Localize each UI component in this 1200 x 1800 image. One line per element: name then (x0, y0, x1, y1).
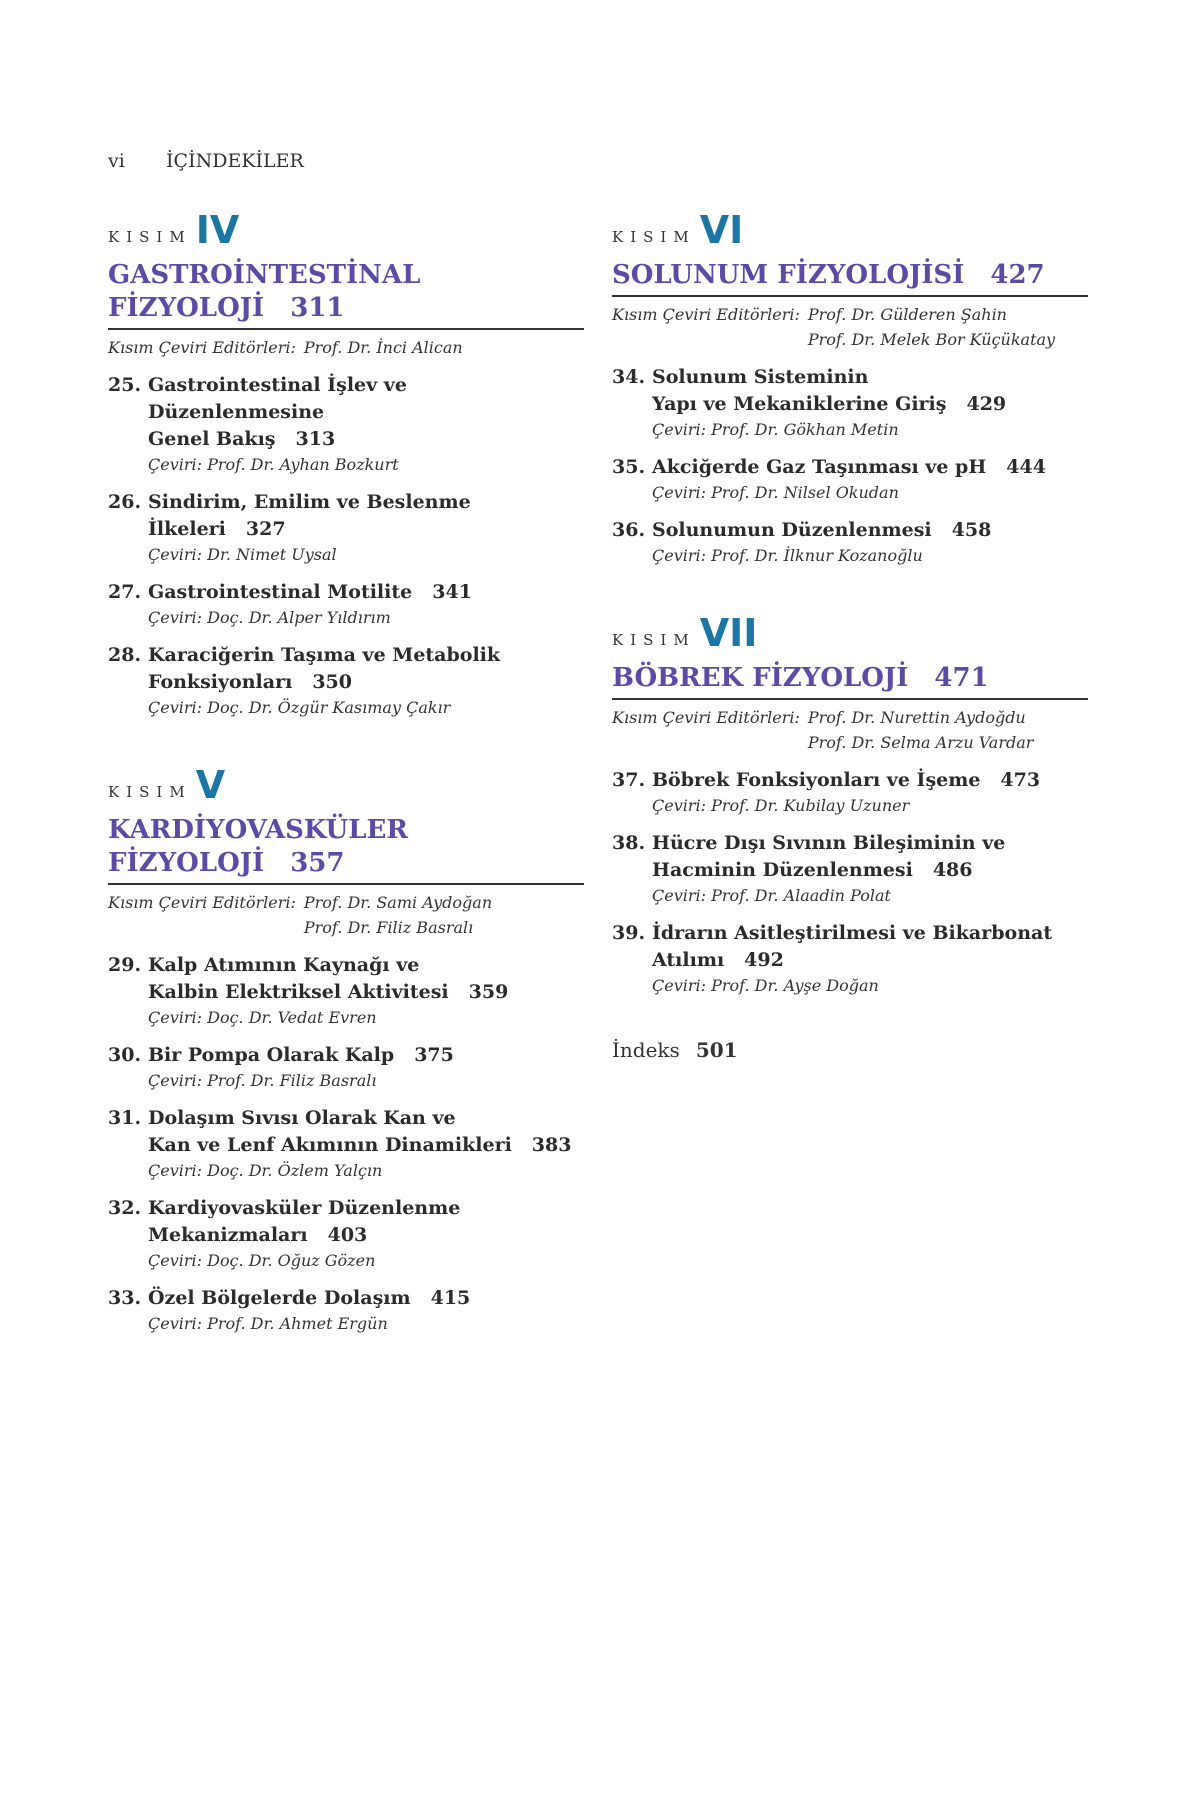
chapter-entry (108, 489, 584, 567)
chapter-number: 33. (108, 1287, 142, 1309)
chapter-body (652, 364, 1088, 442)
chapter-translator: Çeviri: Doç. Dr. Özgür Kasımay Çakır (148, 698, 451, 717)
chapter-title-line: Özel Bölgelerde Dolaşım 415 (148, 1287, 471, 1309)
chapter-number: 30. (108, 1044, 142, 1066)
chapter-page: 458 (951, 519, 992, 541)
chapter-number: 35. (612, 456, 646, 478)
part-title-page: 357 (290, 848, 345, 878)
editor-name: Prof. Dr. Melek Bor Küçükatay (807, 330, 1056, 349)
chapter-title (652, 364, 1088, 418)
chapter-title (652, 830, 1088, 884)
chapter-title (148, 1042, 584, 1069)
chapter-title-line: Mekanizmaları 403 (148, 1224, 368, 1246)
chapter-number: 34. (612, 366, 646, 388)
chapter-title-line: Kalp Atımının Kaynağı ve (148, 954, 420, 976)
chapter-title-line: Dolaşım Sıvısı Olarak Kan ve (148, 1107, 456, 1129)
chapter-title (652, 920, 1088, 974)
chapter-title-line: Sindirim, Emilim ve Beslenme İlkeleri 327 (148, 491, 471, 540)
part-label (108, 205, 584, 252)
part-title-line: FİZYOLOJİ 357 (108, 848, 345, 878)
part-editors (612, 705, 1088, 755)
chapter-page: 383 (531, 1134, 572, 1156)
chapter-entry (108, 1285, 584, 1336)
chapter-translator: Çeviri: Prof. Dr. Alaadin Polat (652, 886, 891, 905)
chapter-title (148, 1285, 584, 1312)
chapter-number: 38. (612, 832, 646, 854)
part-title (612, 259, 1088, 297)
editors-label: Kısım Çeviri Editörleri: (612, 708, 800, 727)
part-title-line: BÖBREK FİZYOLOJİ 471 (612, 663, 989, 693)
chapter-entry (612, 454, 1088, 505)
chapter-entry (108, 1105, 584, 1183)
chapter-title (148, 952, 584, 1006)
editors-label: Kısım Çeviri Editörleri: (108, 893, 296, 912)
chapter-title (652, 454, 1088, 481)
chapter-number: 28. (108, 644, 142, 666)
chapter-page: 429 (966, 393, 1007, 415)
part-roman-numeral: IV (195, 208, 240, 252)
chapter-title-line: Gastrointestinal Motilite 341 (148, 581, 472, 603)
chapter-translator: Çeviri: Prof. Dr. Filiz Basralı (148, 1071, 377, 1090)
chapter-title-line: Bir Pompa Olarak Kalp 375 (148, 1044, 454, 1066)
chapter-entry (612, 767, 1088, 818)
chapter-translator: Çeviri: Prof. Dr. Ahmet Ergün (148, 1314, 388, 1333)
chapter-page: 375 (414, 1044, 454, 1066)
chapter-page: 313 (295, 428, 336, 450)
editors-names (304, 890, 492, 940)
chapter-title (148, 579, 584, 606)
chapter-number: 29. (108, 954, 142, 976)
chapter-translator: Çeviri: Prof. Dr. Nilsel Okudan (652, 483, 899, 502)
chapter-translator: Çeviri: Prof. Dr. Gökhan Metin (652, 420, 899, 439)
part-title-page: 427 (990, 260, 1045, 290)
chapter-entry (612, 920, 1088, 998)
chapter-body (148, 1105, 584, 1183)
chapter-translator: Çeviri: Prof. Dr. Ayhan Bozkurt (148, 455, 399, 474)
part-title (108, 259, 584, 330)
editor-name: Prof. Dr. Sami Aydoğan (303, 893, 493, 912)
chapter-entry (612, 364, 1088, 442)
chapter-title-line: Hücre Dışı Sıvının Bileşiminin ve (652, 832, 1006, 854)
right-column (612, 205, 1088, 1062)
editors-names (808, 705, 1034, 755)
page-number: vi (108, 150, 125, 172)
chapter-entry (612, 830, 1088, 908)
part-title (612, 662, 1088, 700)
chapter-translator: Çeviri: Doç. Dr. Alper Yıldırım (148, 608, 391, 627)
part-section (612, 608, 1088, 998)
part-editors (108, 890, 584, 940)
editor-name: Prof. Dr. Selma Arzu Vardar (807, 733, 1034, 752)
part-roman-numeral: V (195, 763, 226, 807)
chapter-entry (108, 952, 584, 1030)
part-section (108, 205, 584, 720)
chapter-body (652, 830, 1088, 908)
part-editors (108, 335, 584, 360)
chapter-body (652, 517, 1088, 568)
chapter-translator: Çeviri: Prof. Dr. Ayşe Doğan (652, 976, 879, 995)
editor-name: Prof. Dr. İnci Alican (303, 338, 463, 357)
chapter-body (148, 1285, 584, 1336)
chapter-number: 27. (108, 581, 142, 603)
part-label (108, 760, 584, 807)
chapter-page: 444 (1006, 456, 1046, 478)
part-roman-numeral: VII (699, 611, 758, 655)
chapter-title-line: Atılımı 492 (652, 949, 784, 971)
part-title (108, 814, 584, 885)
left-column (108, 205, 584, 1376)
chapter-body (148, 372, 584, 477)
chapter-number: 39. (612, 922, 646, 944)
chapter-translator: Çeviri: Doç. Dr. Özlem Yalçın (148, 1161, 383, 1180)
chapter-page: 403 (327, 1224, 368, 1246)
chapter-entry (612, 517, 1088, 568)
chapter-page: 359 (468, 981, 509, 1003)
part-kisim-label: KISIM (612, 228, 696, 246)
chapter-number: 32. (108, 1197, 142, 1219)
chapter-body (148, 642, 584, 720)
page-title: İÇİNDEKİLER (166, 150, 304, 172)
index-page: 501 (695, 1038, 738, 1062)
chapter-entry (108, 372, 584, 477)
chapter-title-line: Kalbin Elektriksel Aktivitesi 359 (148, 981, 509, 1003)
part-label (612, 608, 1088, 655)
chapter-title (652, 767, 1088, 794)
chapter-translator: Çeviri: Prof. Dr. İlknur Kozanoğlu (652, 546, 923, 565)
chapter-entry (108, 1195, 584, 1273)
chapter-translator: Çeviri: Prof. Dr. Kubilay Uzuner (652, 796, 910, 815)
chapter-number: 36. (612, 519, 646, 541)
chapter-title-line: Gastrointestinal İşlev ve Düzenlenmesine (148, 374, 407, 423)
chapter-title-line: Kardiyovasküler Düzenlenme (148, 1197, 461, 1219)
part-kisim-label: KISIM (108, 783, 192, 801)
part-editors (612, 302, 1088, 352)
chapter-page: 350 (312, 671, 352, 693)
editor-name: Prof. Dr. Filiz Basralı (303, 918, 474, 937)
chapter-title (148, 1195, 584, 1249)
chapter-title-line: Solunumun Düzenlenmesi 458 (652, 519, 992, 541)
chapter-title (148, 372, 584, 453)
chapter-number: 31. (108, 1107, 142, 1129)
chapter-entry (108, 642, 584, 720)
index-label: İndeks (612, 1038, 680, 1062)
chapter-title-line: Genel Bakış 313 (148, 428, 336, 450)
chapter-title (148, 1105, 584, 1159)
chapter-body (148, 1042, 584, 1093)
editors-names (304, 335, 463, 360)
part-label (612, 205, 1088, 252)
part-title-line: KARDİYOVASKÜLER (108, 815, 408, 845)
chapter-title (148, 489, 584, 543)
chapter-title-line: Solunum Sisteminin (652, 366, 869, 388)
part-title-page: 311 (290, 293, 345, 323)
chapter-body (652, 767, 1088, 818)
chapter-body (148, 489, 584, 567)
chapter-page: 327 (245, 518, 286, 540)
chapter-title-line: Yapı ve Mekaniklerine Giriş 429 (652, 393, 1007, 415)
chapter-title-line: İdrarın Asitleştirilmesi ve Bikarbonat (652, 922, 1053, 944)
editors-names (808, 302, 1055, 352)
chapter-title-line: Akciğerde Gaz Taşınması ve pH 444 (652, 456, 1046, 478)
chapter-title-line: Karaciğerin Taşıma ve Metabolik (148, 644, 501, 666)
chapter-title-line: Fonksiyonları 350 (148, 671, 352, 693)
chapter-body (652, 920, 1088, 998)
chapter-page: 473 (1000, 769, 1041, 791)
chapter-body (148, 1195, 584, 1273)
chapter-title-line: Kan ve Lenf Akımının Dinamikleri 383 (148, 1134, 572, 1156)
chapter-title-line: Hacminin Düzenlenmesi 486 (652, 859, 973, 881)
index-entry (612, 1038, 1088, 1062)
part-kisim-label: KISIM (612, 631, 696, 649)
chapter-body (148, 579, 584, 630)
chapter-page: 341 (432, 581, 472, 603)
chapter-title-line: Böbrek Fonksiyonları ve İşeme 473 (652, 769, 1041, 791)
editors-label: Kısım Çeviri Editörleri: (108, 338, 296, 357)
chapter-title (148, 642, 584, 696)
chapter-page: 486 (932, 859, 973, 881)
chapter-number: 26. (108, 491, 142, 513)
part-title-line: FİZYOLOJİ 311 (108, 293, 345, 323)
chapter-body (148, 952, 584, 1030)
part-roman-numeral: VI (699, 208, 744, 252)
part-title-line: GASTROİNTESTİNAL (108, 260, 421, 290)
part-section (108, 760, 584, 1336)
chapter-translator: Çeviri: Dr. Nimet Uysal (148, 545, 337, 564)
part-section (612, 205, 1088, 568)
editor-name: Prof. Dr. Gülderen Şahin (807, 305, 1007, 324)
chapter-translator: Çeviri: Doç. Dr. Vedat Evren (148, 1008, 377, 1027)
chapter-number: 37. (612, 769, 646, 791)
running-header (108, 150, 304, 172)
chapter-page: 415 (430, 1287, 471, 1309)
part-title-line: SOLUNUM FİZYOLOJİSİ 427 (612, 260, 1045, 290)
chapter-number: 25. (108, 374, 142, 396)
chapter-entry (108, 1042, 584, 1093)
chapter-entry (108, 579, 584, 630)
editor-name: Prof. Dr. Nurettin Aydoğdu (807, 708, 1026, 727)
chapter-body (652, 454, 1088, 505)
editors-label: Kısım Çeviri Editörleri: (612, 305, 800, 324)
part-title-page: 471 (934, 663, 989, 693)
part-kisim-label: KISIM (108, 228, 192, 246)
chapter-translator: Çeviri: Doç. Dr. Oğuz Gözen (148, 1251, 376, 1270)
chapter-page: 492 (744, 949, 784, 971)
chapter-title (652, 517, 1088, 544)
